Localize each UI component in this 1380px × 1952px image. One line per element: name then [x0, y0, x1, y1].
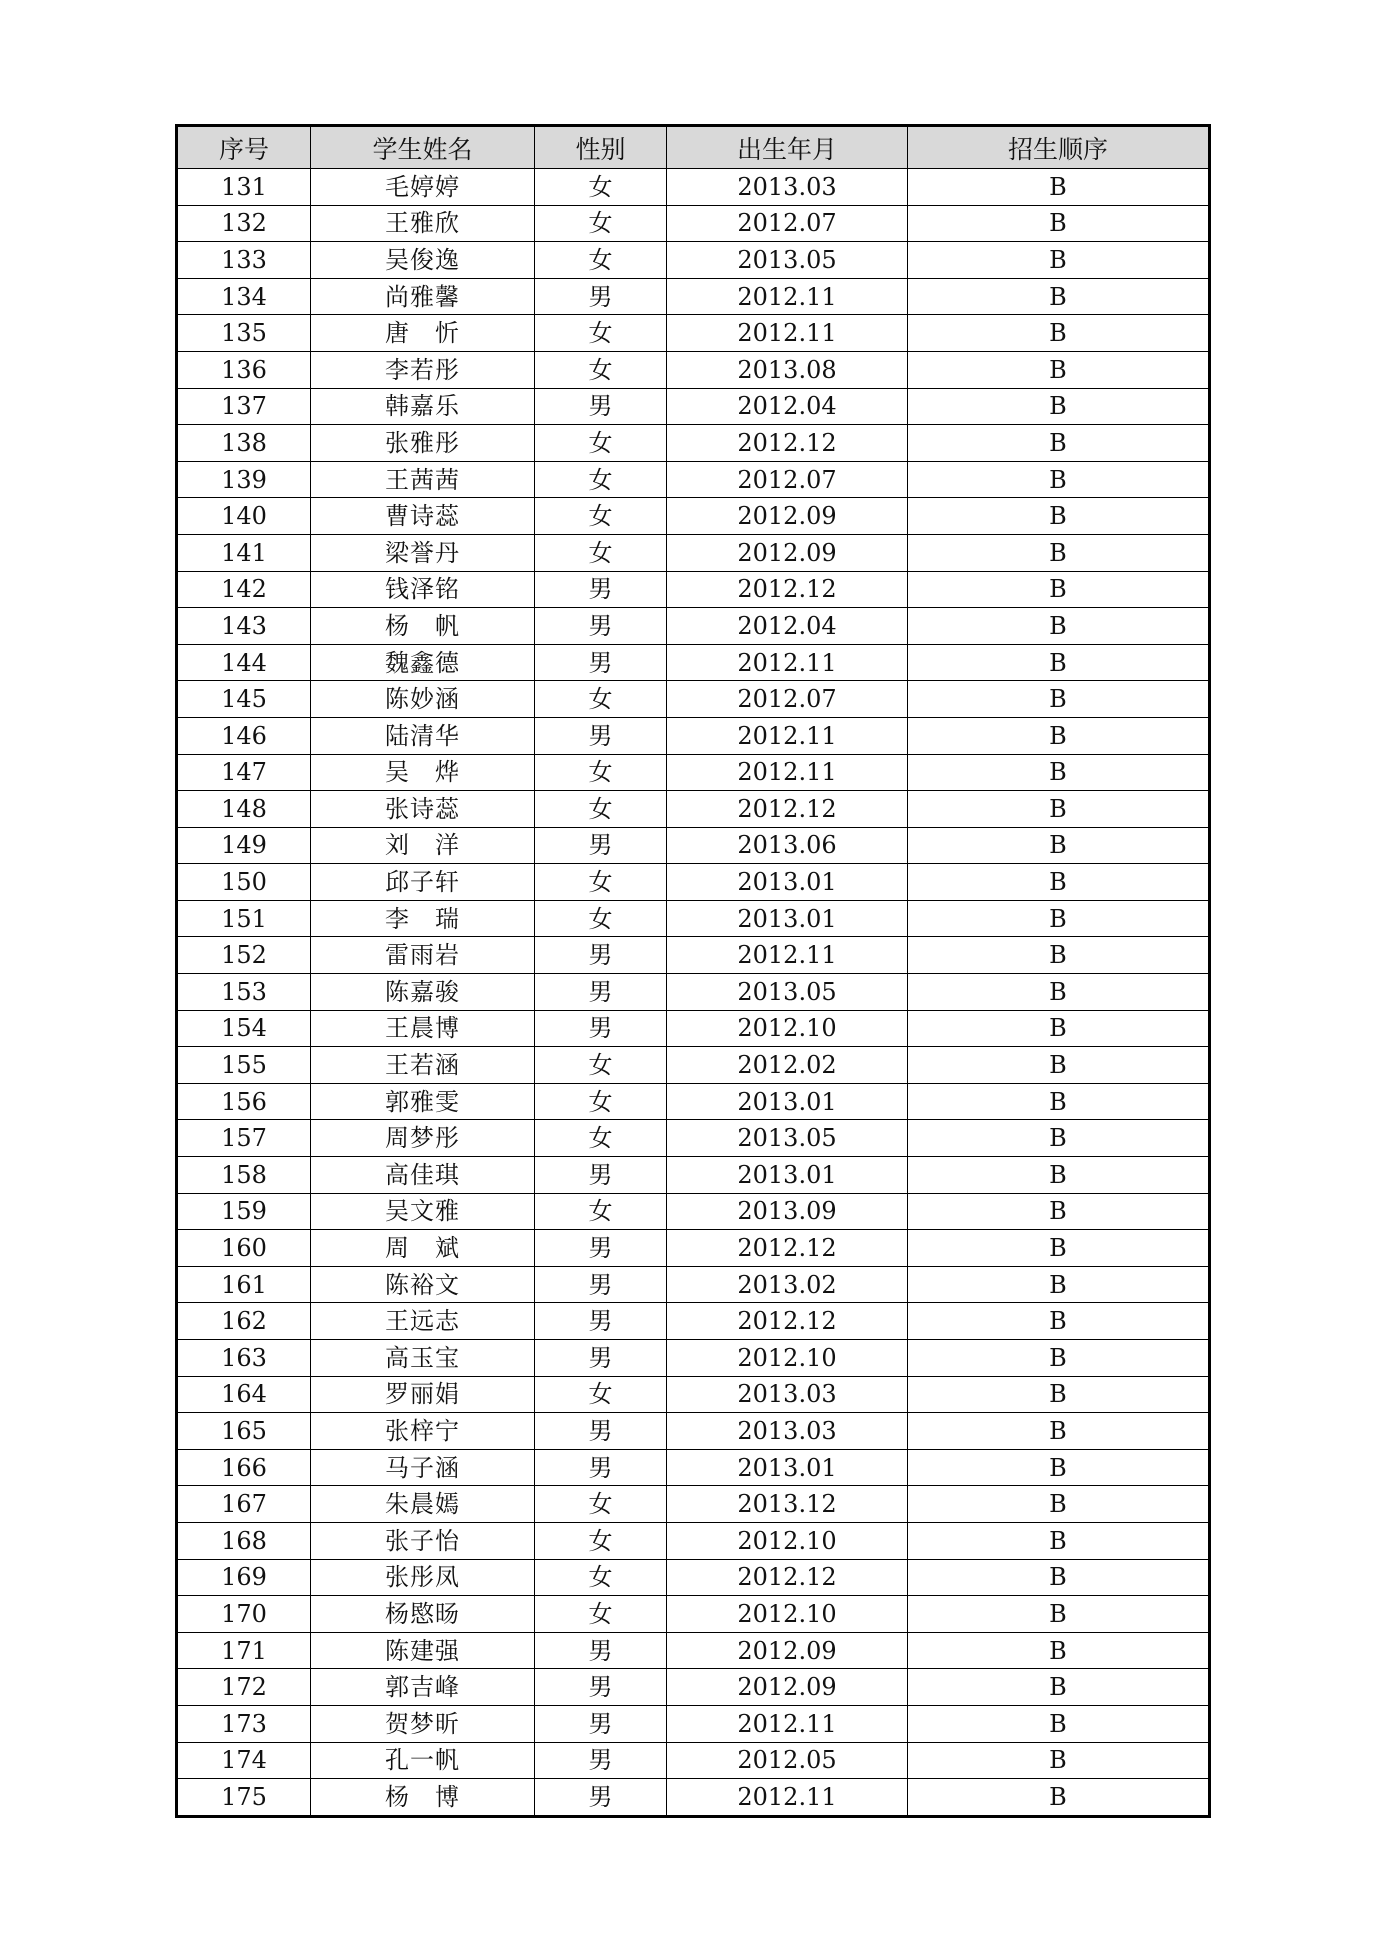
student-name-cell: 邱子轩	[311, 864, 535, 901]
gender-cell: 女	[535, 1047, 667, 1084]
table-row	[177, 1266, 1210, 1303]
birth-month-cell: 2013.01	[667, 1449, 908, 1486]
student-name-cell: 杨 帆	[311, 608, 535, 645]
table-row	[177, 681, 1210, 718]
gender-cell: 女	[535, 1376, 667, 1413]
table-row	[177, 425, 1210, 462]
table-row	[177, 351, 1210, 388]
student-name-cell: 罗丽娟	[311, 1376, 535, 1413]
table-row	[177, 1340, 1210, 1377]
student-name-cell: 王茜茜	[311, 461, 535, 498]
serial-number-cell: 175	[177, 1779, 311, 1817]
birth-month-cell: 2012.12	[667, 571, 908, 608]
serial-number-cell: 165	[177, 1413, 311, 1450]
header-gender: 性别	[535, 126, 667, 169]
student-name-cell: 陈建强	[311, 1632, 535, 1669]
table-row	[177, 1157, 1210, 1194]
table-row	[177, 388, 1210, 425]
header-enrollment-order: 招生顺序	[908, 126, 1210, 169]
serial-number-cell: 162	[177, 1303, 311, 1340]
serial-number-cell: 155	[177, 1047, 311, 1084]
birth-month-cell: 2012.09	[667, 1669, 908, 1706]
enrollment-order-cell: B	[908, 900, 1210, 937]
gender-cell: 男	[535, 1303, 667, 1340]
student-name-cell: 郭吉峰	[311, 1669, 535, 1706]
table-row	[177, 1376, 1210, 1413]
serial-number-cell: 138	[177, 425, 311, 462]
enrollment-order-cell: B	[908, 498, 1210, 535]
birth-month-cell: 2012.05	[667, 1742, 908, 1779]
student-name-cell: 毛婷婷	[311, 169, 535, 206]
birth-month-cell: 2012.07	[667, 461, 908, 498]
header-student-name: 学生姓名	[311, 126, 535, 169]
birth-month-cell: 2013.05	[667, 1120, 908, 1157]
enrollment-order-cell: B	[908, 1486, 1210, 1523]
gender-cell: 男	[535, 1779, 667, 1817]
serial-number-cell: 134	[177, 278, 311, 315]
table-row	[177, 571, 1210, 608]
serial-number-cell: 141	[177, 534, 311, 571]
table-row	[177, 498, 1210, 535]
serial-number-cell: 153	[177, 974, 311, 1011]
student-name-cell: 尚雅馨	[311, 278, 535, 315]
table-row	[177, 534, 1210, 571]
enrollment-order-cell: B	[908, 1779, 1210, 1817]
gender-cell: 女	[535, 242, 667, 279]
birth-month-cell: 2012.09	[667, 1632, 908, 1669]
gender-cell: 女	[535, 1596, 667, 1633]
table-row	[177, 1559, 1210, 1596]
table-row	[177, 608, 1210, 645]
birth-month-cell: 2012.09	[667, 534, 908, 571]
student-name-cell: 张雅彤	[311, 425, 535, 462]
enrollment-order-cell: B	[908, 1340, 1210, 1377]
serial-number-cell: 158	[177, 1157, 311, 1194]
gender-cell: 女	[535, 1559, 667, 1596]
birth-month-cell: 2012.12	[667, 1559, 908, 1596]
student-name-cell: 钱泽铭	[311, 571, 535, 608]
table-row	[177, 1010, 1210, 1047]
serial-number-cell: 167	[177, 1486, 311, 1523]
birth-month-cell: 2012.11	[667, 644, 908, 681]
birth-month-cell: 2012.04	[667, 608, 908, 645]
serial-number-cell: 151	[177, 900, 311, 937]
student-name-cell: 魏鑫德	[311, 644, 535, 681]
enrollment-order-cell: B	[908, 1047, 1210, 1084]
enrollment-order-cell: B	[908, 1742, 1210, 1779]
table-row	[177, 900, 1210, 937]
table-row	[177, 717, 1210, 754]
serial-number-cell: 164	[177, 1376, 311, 1413]
birth-month-cell: 2013.01	[667, 1157, 908, 1194]
student-name-cell: 周梦彤	[311, 1120, 535, 1157]
enrollment-order-cell: B	[908, 1632, 1210, 1669]
table-row	[177, 1449, 1210, 1486]
table-row	[177, 1742, 1210, 1779]
table-row	[177, 1120, 1210, 1157]
birth-month-cell: 2012.10	[667, 1522, 908, 1559]
student-name-cell: 陈裕文	[311, 1266, 535, 1303]
student-name-cell: 孔一帆	[311, 1742, 535, 1779]
student-name-cell: 郭雅雯	[311, 1083, 535, 1120]
table-row	[177, 1083, 1210, 1120]
birth-month-cell: 2013.03	[667, 169, 908, 206]
enrollment-order-cell: B	[908, 461, 1210, 498]
gender-cell: 男	[535, 1230, 667, 1267]
birth-month-cell: 2013.06	[667, 827, 908, 864]
enrollment-order-cell: B	[908, 278, 1210, 315]
header-row	[177, 126, 1210, 169]
gender-cell: 女	[535, 205, 667, 242]
enrollment-order-cell: B	[908, 791, 1210, 828]
gender-cell: 女	[535, 1522, 667, 1559]
gender-cell: 男	[535, 278, 667, 315]
student-name-cell: 韩嘉乐	[311, 388, 535, 425]
birth-month-cell: 2013.05	[667, 242, 908, 279]
birth-month-cell: 2013.01	[667, 900, 908, 937]
enrollment-order-cell: B	[908, 864, 1210, 901]
table-row	[177, 974, 1210, 1011]
birth-month-cell: 2012.07	[667, 681, 908, 718]
table-row	[177, 242, 1210, 279]
serial-number-cell: 172	[177, 1669, 311, 1706]
serial-number-cell: 131	[177, 169, 311, 206]
serial-number-cell: 168	[177, 1522, 311, 1559]
header-birth-month: 出生年月	[667, 126, 908, 169]
table-row	[177, 1486, 1210, 1523]
student-name-cell: 张诗蕊	[311, 791, 535, 828]
enrollment-order-cell: B	[908, 1230, 1210, 1267]
table-row	[177, 754, 1210, 791]
birth-month-cell: 2012.11	[667, 315, 908, 352]
serial-number-cell: 173	[177, 1705, 311, 1742]
enrollment-order-cell: B	[908, 608, 1210, 645]
gender-cell: 女	[535, 1193, 667, 1230]
table-row	[177, 1047, 1210, 1084]
birth-month-cell: 2012.12	[667, 791, 908, 828]
serial-number-cell: 163	[177, 1340, 311, 1377]
table-row	[177, 1632, 1210, 1669]
serial-number-cell: 157	[177, 1120, 311, 1157]
gender-cell: 女	[535, 169, 667, 206]
table-row	[177, 791, 1210, 828]
table-row	[177, 1230, 1210, 1267]
student-name-cell: 杨 博	[311, 1779, 535, 1817]
gender-cell: 女	[535, 534, 667, 571]
gender-cell: 男	[535, 1705, 667, 1742]
student-name-cell: 高佳琪	[311, 1157, 535, 1194]
student-name-cell: 陈嘉骏	[311, 974, 535, 1011]
student-name-cell: 王雅欣	[311, 205, 535, 242]
gender-cell: 男	[535, 1742, 667, 1779]
serial-number-cell: 150	[177, 864, 311, 901]
serial-number-cell: 170	[177, 1596, 311, 1633]
gender-cell: 男	[535, 1340, 667, 1377]
student-name-cell: 王远志	[311, 1303, 535, 1340]
gender-cell: 女	[535, 864, 667, 901]
student-name-cell: 陈妙涵	[311, 681, 535, 718]
student-name-cell: 雷雨岩	[311, 937, 535, 974]
gender-cell: 男	[535, 571, 667, 608]
gender-cell: 女	[535, 754, 667, 791]
birth-month-cell: 2012.02	[667, 1047, 908, 1084]
student-name-cell: 贺梦昕	[311, 1705, 535, 1742]
birth-month-cell: 2012.09	[667, 498, 908, 535]
gender-cell: 女	[535, 900, 667, 937]
birth-month-cell: 2012.11	[667, 278, 908, 315]
enrollment-order-cell: B	[908, 1376, 1210, 1413]
gender-cell: 男	[535, 717, 667, 754]
birth-month-cell: 2012.11	[667, 754, 908, 791]
serial-number-cell: 169	[177, 1559, 311, 1596]
gender-cell: 女	[535, 1486, 667, 1523]
student-roster-table	[175, 124, 1211, 1818]
gender-cell: 男	[535, 937, 667, 974]
table-body	[177, 169, 1210, 1817]
birth-month-cell: 2012.11	[667, 937, 908, 974]
serial-number-cell: 146	[177, 717, 311, 754]
student-name-cell: 李若彤	[311, 351, 535, 388]
serial-number-cell: 161	[177, 1266, 311, 1303]
student-name-cell: 陆清华	[311, 717, 535, 754]
table-row	[177, 1413, 1210, 1450]
serial-number-cell: 132	[177, 205, 311, 242]
birth-month-cell: 2012.10	[667, 1340, 908, 1377]
enrollment-order-cell: B	[908, 571, 1210, 608]
enrollment-order-cell: B	[908, 754, 1210, 791]
birth-month-cell: 2013.03	[667, 1376, 908, 1413]
gender-cell: 女	[535, 351, 667, 388]
student-name-cell: 王晨博	[311, 1010, 535, 1047]
enrollment-order-cell: B	[908, 351, 1210, 388]
table-row	[177, 278, 1210, 315]
gender-cell: 男	[535, 974, 667, 1011]
student-name-cell: 吴文雅	[311, 1193, 535, 1230]
enrollment-order-cell: B	[908, 1266, 1210, 1303]
serial-number-cell: 143	[177, 608, 311, 645]
student-name-cell: 杨愍旸	[311, 1596, 535, 1633]
table-row	[177, 205, 1210, 242]
birth-month-cell: 2012.04	[667, 388, 908, 425]
enrollment-order-cell: B	[908, 1559, 1210, 1596]
birth-month-cell: 2013.08	[667, 351, 908, 388]
enrollment-order-cell: B	[908, 1522, 1210, 1559]
birth-month-cell: 2013.05	[667, 974, 908, 1011]
birth-month-cell: 2013.01	[667, 864, 908, 901]
serial-number-cell: 144	[177, 644, 311, 681]
table-row	[177, 864, 1210, 901]
birth-month-cell: 2012.11	[667, 1705, 908, 1742]
student-name-cell: 张梓宁	[311, 1413, 535, 1450]
gender-cell: 男	[535, 1632, 667, 1669]
birth-month-cell: 2013.09	[667, 1193, 908, 1230]
student-name-cell: 梁誉丹	[311, 534, 535, 571]
serial-number-cell: 174	[177, 1742, 311, 1779]
birth-month-cell: 2013.01	[667, 1083, 908, 1120]
table-row	[177, 1596, 1210, 1633]
serial-number-cell: 145	[177, 681, 311, 718]
enrollment-order-cell: B	[908, 1193, 1210, 1230]
gender-cell: 女	[535, 461, 667, 498]
enrollment-order-cell: B	[908, 1157, 1210, 1194]
birth-month-cell: 2012.12	[667, 1230, 908, 1267]
birth-month-cell: 2012.12	[667, 425, 908, 462]
enrollment-order-cell: B	[908, 425, 1210, 462]
table-row	[177, 937, 1210, 974]
enrollment-order-cell: B	[908, 242, 1210, 279]
gender-cell: 女	[535, 425, 667, 462]
serial-number-cell: 147	[177, 754, 311, 791]
serial-number-cell: 159	[177, 1193, 311, 1230]
student-name-cell: 马子涵	[311, 1449, 535, 1486]
enrollment-order-cell: B	[908, 1010, 1210, 1047]
student-name-cell: 王若涵	[311, 1047, 535, 1084]
gender-cell: 男	[535, 1266, 667, 1303]
student-name-cell: 吴 烨	[311, 754, 535, 791]
table-row	[177, 1779, 1210, 1817]
gender-cell: 女	[535, 315, 667, 352]
serial-number-cell: 133	[177, 242, 311, 279]
enrollment-order-cell: B	[908, 169, 1210, 206]
enrollment-order-cell: B	[908, 1120, 1210, 1157]
birth-month-cell: 2013.12	[667, 1486, 908, 1523]
birth-month-cell: 2013.03	[667, 1413, 908, 1450]
enrollment-order-cell: B	[908, 1083, 1210, 1120]
serial-number-cell: 142	[177, 571, 311, 608]
table-row	[177, 1193, 1210, 1230]
serial-number-cell: 137	[177, 388, 311, 425]
birth-month-cell: 2012.10	[667, 1010, 908, 1047]
gender-cell: 男	[535, 608, 667, 645]
gender-cell: 男	[535, 644, 667, 681]
birth-month-cell: 2012.10	[667, 1596, 908, 1633]
table-row	[177, 644, 1210, 681]
header-serial-number: 序号	[177, 126, 311, 169]
enrollment-order-cell: B	[908, 205, 1210, 242]
enrollment-order-cell: B	[908, 827, 1210, 864]
enrollment-order-cell: B	[908, 534, 1210, 571]
serial-number-cell: 148	[177, 791, 311, 828]
birth-month-cell: 2013.02	[667, 1266, 908, 1303]
table-row	[177, 1522, 1210, 1559]
gender-cell: 女	[535, 681, 667, 718]
student-name-cell: 曹诗蕊	[311, 498, 535, 535]
student-name-cell: 朱晨嫣	[311, 1486, 535, 1523]
enrollment-order-cell: B	[908, 717, 1210, 754]
serial-number-cell: 152	[177, 937, 311, 974]
enrollment-order-cell: B	[908, 315, 1210, 352]
serial-number-cell: 135	[177, 315, 311, 352]
enrollment-order-cell: B	[908, 1449, 1210, 1486]
enrollment-order-cell: B	[908, 1413, 1210, 1450]
table-row	[177, 1303, 1210, 1340]
enrollment-order-cell: B	[908, 681, 1210, 718]
serial-number-cell: 171	[177, 1632, 311, 1669]
serial-number-cell: 160	[177, 1230, 311, 1267]
serial-number-cell: 149	[177, 827, 311, 864]
student-name-cell: 张子怡	[311, 1522, 535, 1559]
gender-cell: 男	[535, 827, 667, 864]
gender-cell: 女	[535, 498, 667, 535]
gender-cell: 女	[535, 791, 667, 828]
table-row	[177, 1705, 1210, 1742]
student-name-cell: 张彤凤	[311, 1559, 535, 1596]
student-name-cell: 高玉宝	[311, 1340, 535, 1377]
serial-number-cell: 139	[177, 461, 311, 498]
serial-number-cell: 136	[177, 351, 311, 388]
table-row	[177, 827, 1210, 864]
table-row	[177, 315, 1210, 352]
enrollment-order-cell: B	[908, 388, 1210, 425]
table-row	[177, 169, 1210, 206]
student-name-cell: 李 瑞	[311, 900, 535, 937]
serial-number-cell: 166	[177, 1449, 311, 1486]
birth-month-cell: 2012.12	[667, 1303, 908, 1340]
enrollment-order-cell: B	[908, 1705, 1210, 1742]
gender-cell: 男	[535, 1157, 667, 1194]
enrollment-order-cell: B	[908, 1303, 1210, 1340]
serial-number-cell: 154	[177, 1010, 311, 1047]
student-name-cell: 刘 洋	[311, 827, 535, 864]
gender-cell: 男	[535, 1449, 667, 1486]
table-row	[177, 461, 1210, 498]
gender-cell: 男	[535, 1010, 667, 1047]
student-name-cell: 唐 忻	[311, 315, 535, 352]
gender-cell: 男	[535, 1413, 667, 1450]
enrollment-order-cell: B	[908, 1596, 1210, 1633]
student-name-cell: 周 斌	[311, 1230, 535, 1267]
gender-cell: 女	[535, 1083, 667, 1120]
gender-cell: 女	[535, 1120, 667, 1157]
serial-number-cell: 140	[177, 498, 311, 535]
gender-cell: 男	[535, 388, 667, 425]
enrollment-order-cell: B	[908, 1669, 1210, 1706]
gender-cell: 男	[535, 1669, 667, 1706]
table-row	[177, 1669, 1210, 1706]
birth-month-cell: 2012.07	[667, 205, 908, 242]
enrollment-order-cell: B	[908, 937, 1210, 974]
serial-number-cell: 156	[177, 1083, 311, 1120]
enrollment-order-cell: B	[908, 644, 1210, 681]
student-name-cell: 吴俊逸	[311, 242, 535, 279]
birth-month-cell: 2012.11	[667, 1779, 908, 1817]
enrollment-order-cell: B	[908, 974, 1210, 1011]
birth-month-cell: 2012.11	[667, 717, 908, 754]
